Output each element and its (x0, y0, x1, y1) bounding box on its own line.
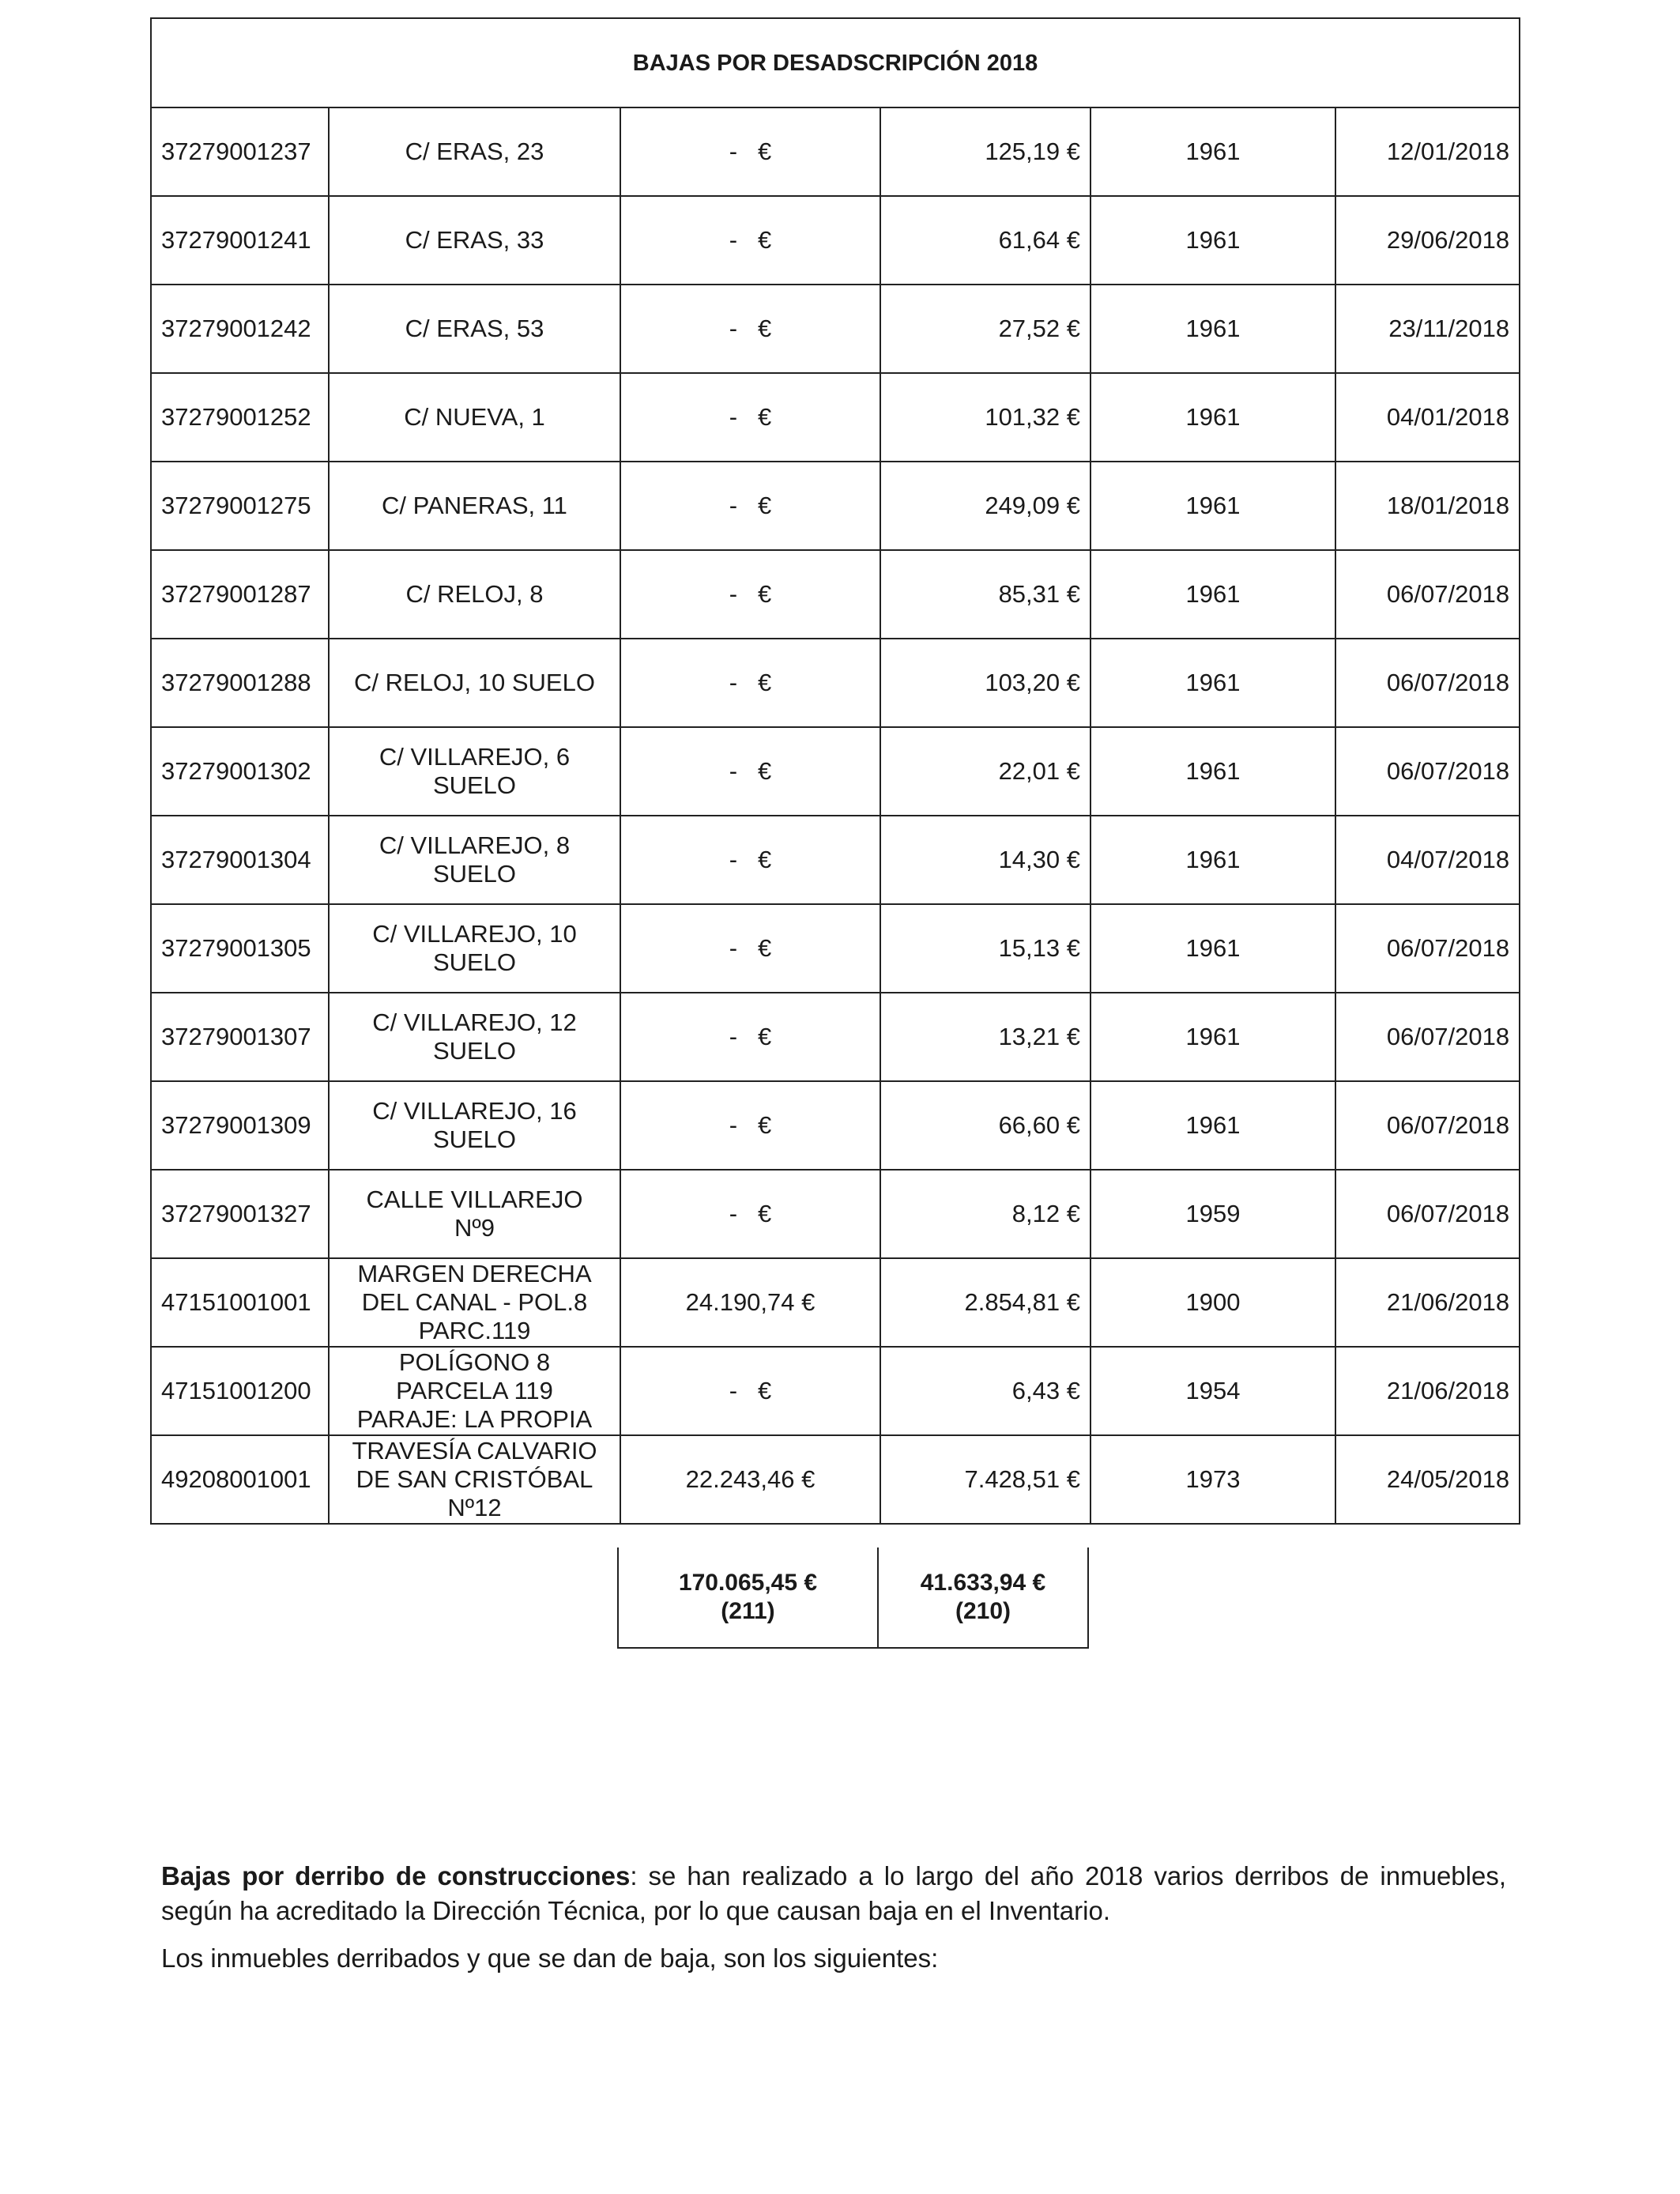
cell-year: 1961 (1090, 727, 1335, 816)
cell-value2: 14,30 € (880, 816, 1090, 904)
cell-value2: 8,12 € (880, 1170, 1090, 1258)
cell-value2: 15,13 € (880, 904, 1090, 993)
cell-year: 1961 (1090, 373, 1335, 462)
total-value2-note: (210) (955, 1598, 1011, 1624)
cell-value2: 7.428,51 € (880, 1435, 1090, 1524)
cell-ref: 37279001252 (151, 373, 329, 462)
cell-ref: 37279001288 (151, 639, 329, 727)
table-row (151, 1170, 1520, 1258)
cell-address: C/ ERAS, 33 (329, 196, 620, 285)
cell-address: POLÍGONO 8 PARCELA 119 PARAJE: LA PROPIA (329, 1347, 620, 1435)
cell-ref: 37279001287 (151, 550, 329, 639)
cell-value2: 6,43 € (880, 1347, 1090, 1435)
cell-date: 04/07/2018 (1335, 816, 1520, 904)
cell-year: 1961 (1090, 107, 1335, 196)
cell-value1: 24.190,74 € (620, 1258, 880, 1347)
cell-value2: 249,09 € (880, 462, 1090, 550)
cell-year: 1900 (1090, 1258, 1335, 1347)
cell-value1: - € (620, 816, 880, 904)
cell-value2: 101,32 € (880, 373, 1090, 462)
cell-address: C/ ERAS, 53 (329, 285, 620, 373)
cell-date: 12/01/2018 (1335, 107, 1520, 196)
table-title: BAJAS POR DESADSCRIPCIÓN 2018 (151, 18, 1520, 107)
cell-year: 1961 (1090, 639, 1335, 727)
cell-address: C/ VILLAREJO, 12 SUELO (329, 993, 620, 1081)
table-row (151, 1435, 1520, 1524)
cell-value2: 66,60 € (880, 1081, 1090, 1170)
cell-value2: 61,64 € (880, 196, 1090, 285)
cell-date: 06/07/2018 (1335, 904, 1520, 993)
cell-date: 06/07/2018 (1335, 1170, 1520, 1258)
table-row (151, 462, 1520, 550)
cell-date: 29/06/2018 (1335, 196, 1520, 285)
cell-ref: 49208001001 (151, 1435, 329, 1524)
table-row (151, 816, 1520, 904)
cell-address: MARGEN DERECHA DEL CANAL - POL.8 PARC.119 (329, 1258, 620, 1347)
total-value1: 170.065,45 € (678, 1570, 818, 1596)
cell-ref: 37279001309 (151, 1081, 329, 1170)
cell-year: 1961 (1090, 993, 1335, 1081)
cell-ref: 37279001307 (151, 993, 329, 1081)
cell-date: 06/07/2018 (1335, 727, 1520, 816)
table-row (151, 904, 1520, 993)
cell-address: C/ ERAS, 23 (329, 107, 620, 196)
table-row (151, 1258, 1520, 1347)
cell-value1: - € (620, 550, 880, 639)
cell-address: TRAVESÍA CALVARIO DE SAN CRISTÓBAL Nº12 (329, 1435, 620, 1524)
table-row (151, 1081, 1520, 1170)
cell-date: 06/07/2018 (1335, 1081, 1520, 1170)
cell-year: 1961 (1090, 1081, 1335, 1170)
table-title-row (151, 18, 1520, 107)
cell-date: 06/07/2018 (1335, 639, 1520, 727)
cell-value1: - € (620, 373, 880, 462)
cell-address: C/ RELOJ, 8 (329, 550, 620, 639)
total-value1-note: (211) (721, 1598, 775, 1624)
cell-date: 06/07/2018 (1335, 550, 1520, 639)
cell-ref: 47151001001 (151, 1258, 329, 1347)
cell-ref: 37279001302 (151, 727, 329, 816)
cell-ref: 37279001241 (151, 196, 329, 285)
cell-ref: 37279001327 (151, 1170, 329, 1258)
cell-value2: 103,20 € (880, 639, 1090, 727)
cell-year: 1973 (1090, 1435, 1335, 1524)
cell-value1: - € (620, 639, 880, 727)
cell-year: 1954 (1090, 1347, 1335, 1435)
table-body (151, 18, 1520, 1524)
cell-value1: - € (620, 107, 880, 196)
totals-table (617, 1547, 1089, 1649)
cell-value1: - € (620, 993, 880, 1081)
cell-address: CALLE VILLAREJO Nº9 (329, 1170, 620, 1258)
cell-value1: - € (620, 1170, 880, 1258)
table-row (151, 285, 1520, 373)
cell-year: 1961 (1090, 550, 1335, 639)
paragraph-derribos (161, 1859, 1506, 1928)
cell-year: 1961 (1090, 196, 1335, 285)
total-value1-cell (618, 1547, 878, 1648)
cell-value2: 13,21 € (880, 993, 1090, 1081)
cell-address: C/ VILLAREJO, 8 SUELO (329, 816, 620, 904)
cell-address: C/ VILLAREJO, 16 SUELO (329, 1081, 620, 1170)
table-row (151, 993, 1520, 1081)
cell-value1: - € (620, 1347, 880, 1435)
table-row (151, 550, 1520, 639)
cell-value2: 27,52 € (880, 285, 1090, 373)
cell-ref: 37279001242 (151, 285, 329, 373)
bajas-table (150, 17, 1520, 1525)
table-row (151, 1347, 1520, 1435)
paragraph-list-intro: Los inmuebles derribados y que se dan de baja, son los siguientes: (161, 1943, 939, 1973)
cell-value1: - € (620, 196, 880, 285)
cell-value1: - € (620, 904, 880, 993)
table-row (151, 107, 1520, 196)
cell-value2: 85,31 € (880, 550, 1090, 639)
cell-date: 23/11/2018 (1335, 285, 1520, 373)
cell-ref: 47151001200 (151, 1347, 329, 1435)
cell-date: 21/06/2018 (1335, 1258, 1520, 1347)
cell-address: C/ VILLAREJO, 10 SUELO (329, 904, 620, 993)
cell-ref: 37279001275 (151, 462, 329, 550)
table-row (151, 373, 1520, 462)
cell-address: C/ VILLAREJO, 6 SUELO (329, 727, 620, 816)
cell-value1: 22.243,46 € (620, 1435, 880, 1524)
total-value2: 41.633,94 € (920, 1570, 1046, 1596)
cell-value1: - € (620, 727, 880, 816)
cell-date: 06/07/2018 (1335, 993, 1520, 1081)
cell-date: 04/01/2018 (1335, 373, 1520, 462)
cell-ref: 37279001305 (151, 904, 329, 993)
cell-year: 1961 (1090, 285, 1335, 373)
table-row (151, 196, 1520, 285)
cell-value2: 22,01 € (880, 727, 1090, 816)
cell-year: 1961 (1090, 462, 1335, 550)
paragraph-heading: Bajas por derribo de construcciones (161, 1861, 631, 1891)
totals-row (618, 1547, 1088, 1648)
cell-value1: - € (620, 462, 880, 550)
cell-value2: 125,19 € (880, 107, 1090, 196)
cell-ref: 37279001304 (151, 816, 329, 904)
cell-year: 1961 (1090, 904, 1335, 993)
cell-date: 21/06/2018 (1335, 1347, 1520, 1435)
cell-address: C/ NUEVA, 1 (329, 373, 620, 462)
cell-address: C/ PANERAS, 11 (329, 462, 620, 550)
cell-year: 1959 (1090, 1170, 1335, 1258)
cell-address: C/ RELOJ, 10 SUELO (329, 639, 620, 727)
cell-value2: 2.854,81 € (880, 1258, 1090, 1347)
cell-ref: 37279001237 (151, 107, 329, 196)
cell-date: 18/01/2018 (1335, 462, 1520, 550)
table-row (151, 639, 1520, 727)
cell-value1: - € (620, 1081, 880, 1170)
total-value2-cell (878, 1547, 1088, 1648)
cell-date: 24/05/2018 (1335, 1435, 1520, 1524)
table-row (151, 727, 1520, 816)
cell-year: 1961 (1090, 816, 1335, 904)
cell-value1: - € (620, 285, 880, 373)
paragraph-body: : se han realizado a lo largo del año 2018 varios derribos de inmuebles, según ha acreditado la Dirección Técnica, por lo que causan baja en el Inventario. (161, 1861, 1506, 1925)
